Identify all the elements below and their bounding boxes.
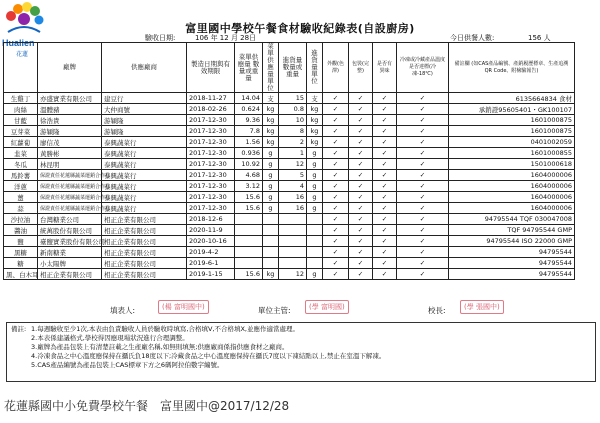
cell-c1: ✓ bbox=[323, 247, 349, 258]
cell-menu-unit: g bbox=[263, 148, 279, 159]
cell-item: 糖 bbox=[4, 258, 38, 269]
cell-c1: ✓ bbox=[323, 137, 349, 148]
cell-in-qty: 10 bbox=[279, 115, 307, 126]
cell-note: 0401002059 bbox=[449, 137, 575, 148]
cell-in-qty bbox=[279, 247, 307, 258]
cell-in-unit: g bbox=[307, 148, 323, 159]
cell-note: 94795544 bbox=[449, 247, 575, 258]
table-row bbox=[4, 104, 575, 115]
cell-brand: 游穎隆 bbox=[38, 126, 102, 137]
cell-c1: ✓ bbox=[323, 148, 349, 159]
column-header: 菜單供應量 單位 bbox=[263, 43, 279, 93]
cell-c2: ✓ bbox=[349, 192, 373, 203]
table-row bbox=[4, 225, 575, 236]
cell-supplier: 游穎隆 bbox=[102, 115, 187, 126]
cell-supplier: 泰興蔬菜行 bbox=[102, 192, 187, 203]
cell-note: 1501000618 bbox=[449, 159, 575, 170]
cell-date: 2017-12-30 bbox=[187, 137, 235, 148]
cell-menu-qty: 9.36 bbox=[235, 115, 263, 126]
cell-in-qty: 8 bbox=[279, 126, 307, 137]
cell-c4: ✓ bbox=[397, 148, 449, 159]
cell-date: 2019-6-1 bbox=[187, 258, 235, 269]
column-header: 製造日期與有效期限 bbox=[187, 43, 235, 93]
cell-date: 2020-10-16 bbox=[187, 236, 235, 247]
cell-note: 1601000875 bbox=[449, 126, 575, 137]
cell-date: 2017-12-30 bbox=[187, 181, 235, 192]
cell-in-qty bbox=[279, 258, 307, 269]
cell-brand: 徐浩貴 bbox=[38, 115, 102, 126]
cell-in-qty: 16 bbox=[279, 203, 307, 214]
table-header bbox=[4, 43, 575, 93]
cell-date: 2018-11-27 bbox=[187, 93, 235, 104]
cell-note: TQF 94795544 GMP bbox=[449, 225, 575, 236]
cell-c1: ✓ bbox=[323, 115, 349, 126]
cell-note: 承銷證95605401・GK100107 bbox=[449, 104, 575, 115]
cell-c4: ✓ bbox=[397, 181, 449, 192]
note-line: 2.本表係建議格式,學校得因應現場狀況進行合理調整。 bbox=[31, 334, 189, 342]
cell-c2: ✓ bbox=[349, 148, 373, 159]
cell-menu-unit: kg bbox=[263, 269, 279, 280]
cell-c2: ✓ bbox=[349, 137, 373, 148]
cell-brand: 小太陽牌 bbox=[38, 258, 102, 269]
cell-c3: ✓ bbox=[373, 236, 397, 247]
cell-menu-unit bbox=[263, 214, 279, 225]
cell-in-unit bbox=[307, 247, 323, 258]
column-header: 廠牌 bbox=[38, 43, 102, 93]
cell-item: 醬油 bbox=[4, 225, 38, 236]
cell-in-qty: 2 bbox=[279, 137, 307, 148]
cell-date: 2019-1-15 bbox=[187, 269, 235, 280]
cell-item: 冬瓜 bbox=[4, 159, 38, 170]
table-row bbox=[4, 214, 575, 225]
cell-c2: ✓ bbox=[349, 159, 373, 170]
cell-in-qty bbox=[279, 225, 307, 236]
cell-menu-qty: 3.12 bbox=[235, 181, 263, 192]
cell-c4: ✓ bbox=[397, 104, 449, 115]
table-row bbox=[4, 203, 575, 214]
cell-c4: ✓ bbox=[397, 236, 449, 247]
cell-c1: ✓ bbox=[323, 159, 349, 170]
table-row bbox=[4, 192, 575, 203]
cell-menu-qty: 0.624 bbox=[235, 104, 263, 115]
cell-item: 黑、白木耳 bbox=[4, 269, 38, 280]
table-row bbox=[4, 258, 575, 269]
cell-brand: 臺鹽實業股份有限公司 bbox=[38, 236, 102, 247]
cell-menu-unit: g bbox=[263, 181, 279, 192]
column-header: 進貨量 數量或重量 bbox=[279, 43, 307, 93]
cell-menu-unit: kg bbox=[263, 126, 279, 137]
cell-menu-qty: 15.6 bbox=[235, 203, 263, 214]
cell-supplier: 泰興蔬菜行 bbox=[102, 170, 187, 181]
cell-c1: ✓ bbox=[323, 258, 349, 269]
cell-c1: ✓ bbox=[323, 203, 349, 214]
cell-c4: ✓ bbox=[397, 137, 449, 148]
cell-c3: ✓ bbox=[373, 214, 397, 225]
cell-note: 94795544 bbox=[449, 269, 575, 280]
cell-menu-unit bbox=[263, 247, 279, 258]
cell-brand: 保證責任花蓮縣蔬菜運銷合作社 bbox=[38, 192, 102, 203]
cell-date: 2017-12-30 bbox=[187, 148, 235, 159]
cell-in-qty: 4 bbox=[279, 181, 307, 192]
cell-c2: ✓ bbox=[349, 269, 373, 280]
cell-supplier: 相正企業有限公司 bbox=[102, 225, 187, 236]
cell-menu-qty: 14.04 bbox=[235, 93, 263, 104]
cell-date: 2017-12-30 bbox=[187, 170, 235, 181]
cell-item: 豆芽菜 bbox=[4, 126, 38, 137]
cell-date: 2019-4-2 bbox=[187, 247, 235, 258]
cell-supplier: 相正企業有限公司 bbox=[102, 247, 187, 258]
cell-c4: ✓ bbox=[397, 269, 449, 280]
cell-menu-unit: kg bbox=[263, 104, 279, 115]
note-line: 3.廠牌為產品包裝上有清楚註載之生產廠名稱,如無則填無;供應廠商係指供應食材之廠商。 bbox=[31, 343, 289, 351]
meals-label: 今日供餐人數: bbox=[450, 34, 495, 42]
cell-c3: ✓ bbox=[373, 126, 397, 137]
cell-date: 2017-12-30 bbox=[187, 126, 235, 137]
cell-menu-unit bbox=[263, 225, 279, 236]
cell-c1: ✓ bbox=[323, 93, 349, 104]
table-row bbox=[4, 247, 575, 258]
cell-in-qty: 0.8 bbox=[279, 104, 307, 115]
cell-menu-qty: 15.6 bbox=[235, 192, 263, 203]
cell-menu-qty bbox=[235, 225, 263, 236]
cell-in-qty: 16 bbox=[279, 192, 307, 203]
cell-menu-unit: g bbox=[263, 159, 279, 170]
cell-menu-qty: 15.6 bbox=[235, 269, 263, 280]
cell-supplier: 泰興蔬菜行 bbox=[102, 148, 187, 159]
cell-c4: ✓ bbox=[397, 126, 449, 137]
cell-date: 2018-02-26 bbox=[187, 104, 235, 115]
cell-note: 1604000006 bbox=[449, 192, 575, 203]
cell-note: 1604000006 bbox=[449, 203, 575, 214]
cell-c2: ✓ bbox=[349, 181, 373, 192]
filler-label: 填表人: bbox=[110, 306, 136, 315]
cell-in-qty bbox=[279, 214, 307, 225]
cell-c3: ✓ bbox=[373, 192, 397, 203]
cell-item: 鹽 bbox=[4, 236, 38, 247]
logo-text: Hualien bbox=[2, 38, 35, 48]
notes-label: 備註: bbox=[11, 325, 27, 333]
cell-c3: ✓ bbox=[373, 93, 397, 104]
cell-menu-unit: kg bbox=[263, 137, 279, 148]
cell-c2: ✓ bbox=[349, 170, 373, 181]
cell-c2: ✓ bbox=[349, 104, 373, 115]
cell-c4: ✓ bbox=[397, 93, 449, 104]
cell-c3: ✓ bbox=[373, 258, 397, 269]
cell-c3: ✓ bbox=[373, 203, 397, 214]
inspection-table bbox=[3, 42, 575, 280]
cell-in-unit: g bbox=[307, 192, 323, 203]
cell-supplier: 相正企業有限公司 bbox=[102, 269, 187, 280]
cell-menu-qty bbox=[235, 258, 263, 269]
cell-c4: ✓ bbox=[397, 192, 449, 203]
cell-c3: ✓ bbox=[373, 159, 397, 170]
page-title: 富里國中學校午餐食材驗收紀錄表(自設廚房) bbox=[185, 22, 415, 35]
column-header: 供應廠商 bbox=[102, 43, 187, 93]
cell-date: 2020-11-9 bbox=[187, 225, 235, 236]
cell-c3: ✓ bbox=[373, 225, 397, 236]
column-header: 進貨量 單位 bbox=[307, 43, 323, 93]
cell-menu-qty: 4.68 bbox=[235, 170, 263, 181]
cell-note: 94795544 ISO 22000 GMP bbox=[449, 236, 575, 247]
cell-in-unit bbox=[307, 225, 323, 236]
column-header bbox=[4, 43, 38, 93]
cell-in-qty: 12 bbox=[279, 159, 307, 170]
cell-date: 2017-12-30 bbox=[187, 203, 235, 214]
table-row bbox=[4, 159, 575, 170]
cell-supplier: 大仲商號 bbox=[102, 104, 187, 115]
cell-c1: ✓ bbox=[323, 126, 349, 137]
date-label: 驗收日期: bbox=[145, 34, 176, 42]
cell-item: 紅蘿蔔 bbox=[4, 137, 38, 148]
principal-label: 校長: bbox=[428, 306, 446, 315]
cell-in-qty: 5 bbox=[279, 170, 307, 181]
cell-brand: 廖信茂 bbox=[38, 137, 102, 148]
notes-box bbox=[6, 322, 596, 382]
cell-menu-unit: 支 bbox=[263, 93, 279, 104]
cell-menu-unit: g bbox=[263, 170, 279, 181]
cell-in-unit: g bbox=[307, 170, 323, 181]
cell-c3: ✓ bbox=[373, 181, 397, 192]
cell-menu-qty: 10.92 bbox=[235, 159, 263, 170]
table-row bbox=[4, 126, 575, 137]
table-row bbox=[4, 115, 575, 126]
cell-c2: ✓ bbox=[349, 247, 373, 258]
cell-item: 黑糖 bbox=[4, 247, 38, 258]
filler-stamp: (楊 富明國中) bbox=[158, 300, 209, 314]
cell-brand: 相正企業有限公司 bbox=[38, 269, 102, 280]
note-line: 4.冷凍食品之中心溫度應保持在攝氏負18度以下;冷藏食品之中心溫度應保持在攝氏7度以下凍結點以上,禁止在室溫下解凍。 bbox=[31, 352, 386, 360]
table-row bbox=[4, 236, 575, 247]
cell-item: 馬鈴薯 bbox=[4, 170, 38, 181]
cell-date: 2017-12-30 bbox=[187, 159, 235, 170]
cell-menu-qty bbox=[235, 236, 263, 247]
cell-supplier: 相正企業有限公司 bbox=[102, 214, 187, 225]
cell-supplier: 泰興蔬菜行 bbox=[102, 181, 187, 192]
cell-date: 2018-12-6 bbox=[187, 214, 235, 225]
cell-item: 肉絲 bbox=[4, 104, 38, 115]
cell-brand: 亦盛實業有限公司 bbox=[38, 93, 102, 104]
cell-c4: ✓ bbox=[397, 225, 449, 236]
cell-note: 1604000006 bbox=[449, 181, 575, 192]
cell-menu-qty: 1.56 bbox=[235, 137, 263, 148]
cell-in-unit bbox=[307, 258, 323, 269]
cell-note: 1604000006 bbox=[449, 170, 575, 181]
cell-supplier: 相正企業有限公司 bbox=[102, 258, 187, 269]
cell-date: 2017-12-30 bbox=[187, 192, 235, 203]
column-header: 冷凍或冷藏產品溫度是否達標(冷凍-18℃) bbox=[397, 43, 449, 93]
cell-c4: ✓ bbox=[397, 247, 449, 258]
cell-item: 薑 bbox=[4, 192, 38, 203]
cell-supplier: 游穎隆 bbox=[102, 126, 187, 137]
cell-c3: ✓ bbox=[373, 115, 397, 126]
table-row bbox=[4, 269, 575, 280]
cell-brand: 黃勝彬 bbox=[38, 148, 102, 159]
cell-note: 1601000875 bbox=[449, 115, 575, 126]
cell-c3: ✓ bbox=[373, 170, 397, 181]
cell-in-qty: 12 bbox=[279, 269, 307, 280]
cell-c4: ✓ bbox=[397, 115, 449, 126]
cell-item: 甘藍 bbox=[4, 115, 38, 126]
cell-brand: 新南糖業 bbox=[38, 247, 102, 258]
cell-c1: ✓ bbox=[323, 225, 349, 236]
cell-menu-qty bbox=[235, 214, 263, 225]
cell-c1: ✓ bbox=[323, 181, 349, 192]
table-row bbox=[4, 137, 575, 148]
column-header: 菜單供應量 數量或重量 bbox=[235, 43, 263, 93]
cell-in-unit: kg bbox=[307, 115, 323, 126]
cell-c4: ✓ bbox=[397, 170, 449, 181]
cell-item: 蒜 bbox=[4, 203, 38, 214]
cell-in-unit: kg bbox=[307, 104, 323, 115]
unit-supervisor-stamp: (學 富明國) bbox=[305, 300, 349, 314]
cell-c4: ✓ bbox=[397, 214, 449, 225]
cell-in-qty bbox=[279, 236, 307, 247]
cell-c3: ✓ bbox=[373, 269, 397, 280]
cell-c1: ✓ bbox=[323, 269, 349, 280]
cell-c3: ✓ bbox=[373, 247, 397, 258]
cell-c1: ✓ bbox=[323, 214, 349, 225]
cell-in-unit: kg bbox=[307, 126, 323, 137]
cell-item: 生雞丁 bbox=[4, 93, 38, 104]
cell-c2: ✓ bbox=[349, 93, 373, 104]
cell-c1: ✓ bbox=[323, 170, 349, 181]
cell-date: 2017-12-30 bbox=[187, 115, 235, 126]
logo-subtext: 花蓮 bbox=[16, 51, 29, 58]
cell-brand: 台灣糖業公司 bbox=[38, 214, 102, 225]
cell-menu-qty: 0.936 bbox=[235, 148, 263, 159]
cell-c4: ✓ bbox=[397, 203, 449, 214]
cell-supplier: 建豆行 bbox=[102, 93, 187, 104]
meals-value: 156 人 bbox=[528, 34, 551, 42]
cell-menu-unit bbox=[263, 258, 279, 269]
table-row bbox=[4, 148, 575, 159]
cell-c4: ✓ bbox=[397, 258, 449, 269]
cell-menu-unit bbox=[263, 236, 279, 247]
cell-in-unit: g bbox=[307, 203, 323, 214]
cell-menu-unit: g bbox=[263, 203, 279, 214]
cell-brand: 統萬股份有限公司 bbox=[38, 225, 102, 236]
cell-item: 洋蔥 bbox=[4, 181, 38, 192]
cell-menu-qty bbox=[235, 247, 263, 258]
cell-note: 94795544 TQF 030047008 bbox=[449, 214, 575, 225]
cell-c1: ✓ bbox=[323, 104, 349, 115]
column-header: 備註欄 (如CAS產品編號、產銷履歷標章、生產追溯QR Code、附檢驗報告) bbox=[449, 43, 575, 93]
cell-menu-qty: 7.8 bbox=[235, 126, 263, 137]
cell-brand: 溫體豬 bbox=[38, 104, 102, 115]
cell-in-unit bbox=[307, 214, 323, 225]
date-value: 106 年 12 月 28日 bbox=[195, 34, 257, 42]
column-header: 外觀(色澤) bbox=[323, 43, 349, 93]
cell-c3: ✓ bbox=[373, 137, 397, 148]
table-row bbox=[4, 93, 575, 104]
cell-in-unit: g bbox=[307, 269, 323, 280]
principal-stamp: (學 張國中) bbox=[460, 300, 504, 314]
cell-menu-unit: g bbox=[263, 192, 279, 203]
cell-c3: ✓ bbox=[373, 104, 397, 115]
cell-c2: ✓ bbox=[349, 115, 373, 126]
cell-supplier: 泰興蔬菜行 bbox=[102, 203, 187, 214]
cell-c2: ✓ bbox=[349, 203, 373, 214]
cell-brand: 林昆明 bbox=[38, 159, 102, 170]
cell-c1: ✓ bbox=[323, 236, 349, 247]
cell-brand: 保證責任花蓮縣蔬菜運銷合作社 bbox=[38, 203, 102, 214]
cell-c3: ✓ bbox=[373, 148, 397, 159]
cell-in-unit: 支 bbox=[307, 93, 323, 104]
cell-supplier: 泰興蔬菜行 bbox=[102, 159, 187, 170]
table-row bbox=[4, 170, 575, 181]
cell-supplier: 泰興蔬菜行 bbox=[102, 137, 187, 148]
column-header: 包裝(完整) bbox=[349, 43, 373, 93]
column-header: 是否有異味 bbox=[373, 43, 397, 93]
unit-supervisor-label: 單位主管: bbox=[258, 306, 291, 315]
cell-in-unit: kg bbox=[307, 137, 323, 148]
cell-brand: 保證責任花蓮縣蔬菜運銷合作社 bbox=[38, 170, 102, 181]
cell-c2: ✓ bbox=[349, 258, 373, 269]
cell-in-unit bbox=[307, 236, 323, 247]
cell-in-unit: g bbox=[307, 181, 323, 192]
cell-note: 6135664834 食材 bbox=[449, 93, 575, 104]
cell-note: 1601000855 bbox=[449, 148, 575, 159]
cell-c2: ✓ bbox=[349, 236, 373, 247]
note-line: 1.每週驗收至少1次,本表由負責驗收人員於驗收時填寫,合格填V,不合格填X,並應作適當處理。 bbox=[31, 325, 300, 333]
cell-note: 94795544 bbox=[449, 258, 575, 269]
cell-in-unit: g bbox=[307, 159, 323, 170]
cell-c2: ✓ bbox=[349, 214, 373, 225]
cell-brand: 保證責任花蓮縣蔬菜運銷合作社 bbox=[38, 181, 102, 192]
cell-c2: ✓ bbox=[349, 126, 373, 137]
cell-in-qty: 1 bbox=[279, 148, 307, 159]
cell-item: 沙拉油 bbox=[4, 214, 38, 225]
table-row bbox=[4, 181, 575, 192]
cell-in-qty: 15 bbox=[279, 93, 307, 104]
cell-c2: ✓ bbox=[349, 225, 373, 236]
cell-supplier: 相正企業有限公司 bbox=[102, 236, 187, 247]
cell-c1: ✓ bbox=[323, 192, 349, 203]
cell-item: 韭菜 bbox=[4, 148, 38, 159]
footer-caption: 花蓮縣國中小免費學校午餐 富里國中@2017/12/28 bbox=[4, 399, 290, 413]
cell-c4: ✓ bbox=[397, 159, 449, 170]
note-line: 5.CAS產品編號為產品包裝上CAS標章下方之6碼阿拉伯數字編號。 bbox=[31, 361, 224, 369]
cell-menu-unit: kg bbox=[263, 115, 279, 126]
